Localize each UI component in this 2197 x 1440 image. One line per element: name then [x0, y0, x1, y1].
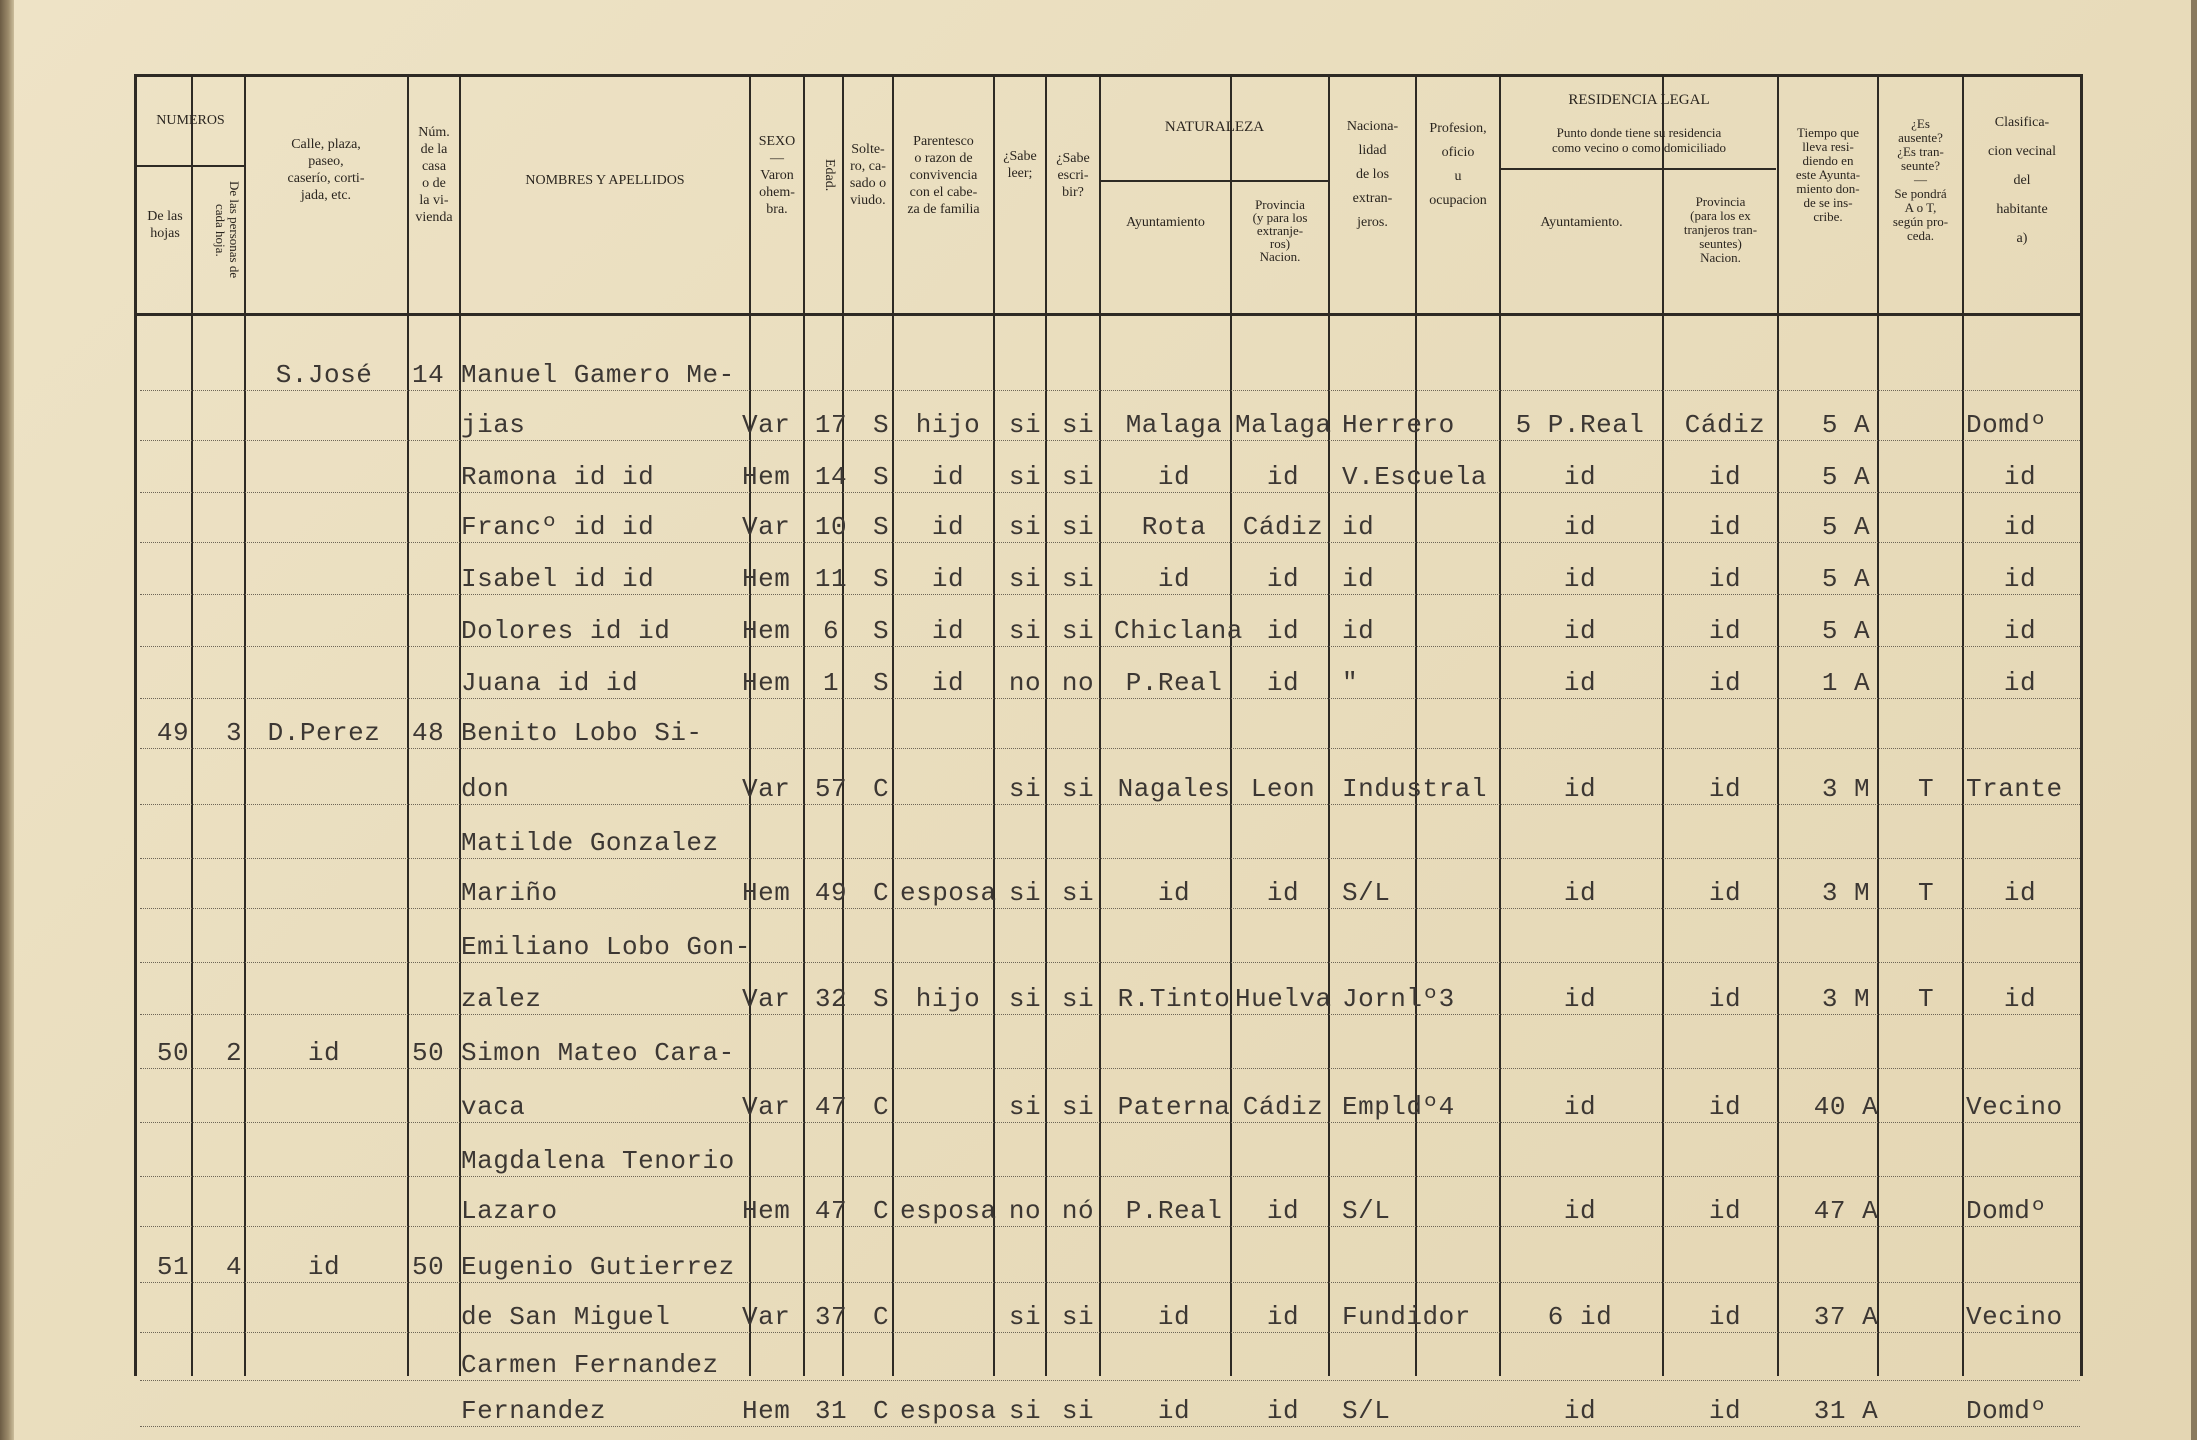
cell-tiempo: 5 A: [1821, 512, 1871, 542]
header-sabe-leer: ¿Sabe leer;: [1003, 149, 1037, 181]
cell-ayto: Paterna: [1117, 1092, 1231, 1122]
cell-ayto: Rota: [1141, 512, 1207, 542]
header-calle: Calle, plaza, paseo, caserío, corti- jada, etc.: [287, 137, 365, 203]
row-rule: [140, 962, 2080, 963]
cell-res_ayto: id: [1563, 462, 1597, 492]
cell-clas: id: [2003, 878, 2037, 908]
header-sexo: SEXO — Varon ohem- bra.: [758, 133, 796, 217]
cell-escribir: nó: [1061, 1196, 1095, 1226]
cell-nombre: jias: [461, 410, 526, 440]
cell-res_ayto: id: [1563, 512, 1597, 542]
header-residencia-ayuntamiento: Ayuntamiento.: [1540, 214, 1623, 230]
cell-clas: Domdº: [1966, 1396, 2047, 1426]
cell-parentesco: id: [931, 616, 965, 646]
cell-prof: Industral: [1342, 774, 1487, 804]
cell-clas: id: [2003, 512, 2037, 542]
cell-prof: Jornlº3: [1342, 984, 1455, 1014]
cell-escribir: no: [1061, 668, 1095, 698]
cell-sexo: Var: [742, 984, 791, 1014]
cell-parentesco: hijo: [915, 984, 981, 1014]
header-residencia-provincia: Provincia (para los ex tranjeros tran- seuntes) Nacion.: [1683, 194, 1758, 265]
cell-sexo: Hem: [742, 1196, 791, 1226]
header-sabe-escribir: ¿Sabe escri- bir?: [1056, 150, 1090, 200]
cell-tiempo: 3 M: [1821, 984, 1871, 1014]
cell-sexo: Hem: [742, 878, 791, 908]
header-de-las-hojas: De las hojas: [147, 209, 183, 241]
header-ausente: ¿Es ausente? ¿Es tran- seunte? — Se pondrá A o T, según pro- ceda.: [1892, 116, 1949, 243]
cell-leer: no: [1008, 1196, 1042, 1226]
cell-sexo: Hem: [742, 1396, 791, 1426]
cell-prof: Fundidor: [1342, 1302, 1471, 1332]
cell-prof: Empldº4: [1342, 1092, 1455, 1122]
cell-prov: id: [1266, 878, 1300, 908]
cell-leer: si: [1008, 878, 1042, 908]
cell-leer: si: [1008, 616, 1042, 646]
cell-ayto: Malaga: [1125, 410, 1223, 440]
cell-prof: ": [1342, 668, 1359, 698]
cell-prov: Cádiz: [1242, 1092, 1324, 1122]
cell-ayto: id: [1157, 564, 1191, 594]
cell-res_prov: id: [1708, 774, 1742, 804]
cell-prov: id: [1266, 616, 1300, 646]
cell-estado: C: [872, 1396, 890, 1426]
header-naturaleza-ayuntamiento: Ayuntamiento: [1126, 214, 1205, 230]
cell-estado: S: [872, 564, 890, 594]
cell-prov: Malaga: [1235, 410, 1332, 440]
col-line: [842, 74, 844, 1376]
cell-nombre: Benito Lobo Si-: [461, 718, 703, 748]
cell-edad: 57: [814, 774, 848, 804]
row-rule: [140, 440, 2080, 441]
cell-sexo: Hem: [742, 564, 791, 594]
cell-num: 50: [412, 1038, 445, 1068]
cell-parentesco: id: [931, 564, 965, 594]
cell-edad: 37: [814, 1302, 848, 1332]
cell-nombre: vaca: [461, 1092, 526, 1122]
cell-ayto: Chiclana: [1114, 616, 1243, 646]
header-residencia-sub: Punto donde tiene su residencia como vecino o como domiciliado: [1551, 125, 1726, 155]
cell-res_prov: id: [1708, 1196, 1742, 1226]
cell-leer: si: [1008, 512, 1042, 542]
cell-prof: S/L: [1342, 878, 1391, 908]
header-edad: Edad.: [822, 158, 837, 192]
cell-nombre: Dolores id id: [461, 616, 671, 646]
cell-edad: 10: [814, 512, 848, 542]
col-line: [1877, 74, 1879, 1376]
cell-res_ayto: id: [1563, 984, 1597, 1014]
row-rule: [140, 1122, 2080, 1123]
col-line: [993, 74, 995, 1376]
cell-ayto: id: [1157, 878, 1191, 908]
cell-prof: S/L: [1342, 1396, 1391, 1426]
cell-edad: 47: [814, 1196, 848, 1226]
cell-res_ayto: id: [1563, 1092, 1597, 1122]
cell-nombre: Francº id id: [461, 512, 655, 542]
cell-estado: S: [872, 984, 890, 1014]
row-rule: [140, 698, 2080, 699]
cell-sexo: Var: [742, 1092, 791, 1122]
cell-res_prov: id: [1708, 462, 1742, 492]
cell-prov: Leon: [1250, 774, 1316, 804]
col-line: [1962, 74, 1964, 1376]
row-rule: [140, 908, 2080, 909]
cell-escribir: si: [1061, 462, 1095, 492]
cell-edad: 32: [814, 984, 848, 1014]
header-profesion: Profesion, oficio u ocupacion: [1429, 121, 1487, 208]
cell-res_ayto: id: [1563, 1396, 1597, 1426]
row-rule: [140, 804, 2080, 805]
cell-ausente: T: [1917, 774, 1935, 804]
cell-ayto: id: [1157, 1302, 1191, 1332]
cell-leer: no: [1008, 668, 1042, 698]
cell-leer: si: [1008, 1092, 1042, 1122]
cell-res_prov: id: [1708, 1396, 1742, 1426]
cell-sexo: Hem: [742, 668, 791, 698]
cell-edad: 17: [814, 410, 848, 440]
cell-parentesco: id: [931, 668, 965, 698]
col-line: [749, 74, 751, 1376]
cell-tiempo: 5 A: [1821, 462, 1871, 492]
cell-prov: id: [1266, 462, 1300, 492]
cell-prof: S/L: [1342, 1196, 1391, 1226]
cell-nombre: Matilde Gonzalez: [461, 828, 719, 858]
row-rule: [140, 646, 2080, 647]
row-rule: [140, 1332, 2080, 1333]
cell-num: 14: [412, 360, 445, 390]
cell-calle: id: [307, 1038, 341, 1068]
cell-res_prov: id: [1708, 1302, 1742, 1332]
cell-estado: S: [872, 462, 890, 492]
col-line: [407, 74, 409, 1376]
col-line: [1328, 74, 1330, 1376]
col-line: [1499, 74, 1501, 1376]
cell-sexo: Var: [742, 774, 791, 804]
cell-prof: Herrero: [1342, 410, 1455, 440]
cell-prof: id: [1342, 564, 1375, 594]
col-line: [134, 74, 137, 1376]
cell-ayto: id: [1157, 1396, 1191, 1426]
row-rule: [140, 390, 2080, 391]
cell-res_prov: Cádiz: [1684, 410, 1766, 440]
header-naturaleza: NATURALEZA: [1164, 118, 1265, 135]
cell-res_ayto: id: [1563, 564, 1597, 594]
cell-ayto: Nagales: [1117, 774, 1231, 804]
cell-estado: S: [872, 512, 890, 542]
cell-res_prov: id: [1708, 668, 1742, 698]
row-rule: [140, 1068, 2080, 1069]
cell-hoja: 50: [156, 1038, 190, 1068]
cell-escribir: si: [1061, 774, 1095, 804]
cell-persona: 4: [225, 1252, 243, 1282]
cell-estado: C: [872, 1302, 890, 1332]
cell-persona: 3: [225, 718, 243, 748]
cell-clas: Domdº: [1966, 410, 2047, 440]
cell-escribir: si: [1061, 1396, 1095, 1426]
cell-clas: id: [2003, 616, 2037, 646]
cell-res_ayto: id: [1563, 616, 1597, 646]
col-line: [1099, 74, 1101, 1376]
cell-prof: id: [1342, 512, 1375, 542]
cell-parentesco: esposa: [900, 1196, 997, 1226]
cell-res_ayto: 5 P.Real: [1515, 410, 1645, 440]
cell-nombre: Juana id id: [461, 668, 639, 698]
col-line: [1415, 74, 1417, 1376]
row-rule: [140, 1282, 2080, 1283]
cell-res_ayto: id: [1563, 774, 1597, 804]
cell-estado: S: [872, 668, 890, 698]
cell-clas: id: [2003, 564, 2037, 594]
cell-res_prov: id: [1708, 616, 1742, 646]
cell-tiempo: 1 A: [1821, 668, 1871, 698]
cell-tiempo: 5 A: [1821, 564, 1871, 594]
cell-nombre: Simon Mateo Cara-: [461, 1038, 735, 1068]
cell-clas: Vecino: [1966, 1302, 2063, 1332]
row-rule: [140, 858, 2080, 859]
header-naturaleza-provincia: Provincia (y para los extranje- ros) Nacion.: [1252, 196, 1308, 264]
cell-res_prov: id: [1708, 878, 1742, 908]
cell-tiempo: 47 A: [1813, 1196, 1879, 1226]
cell-calle: D.Perez: [267, 718, 381, 748]
cell-nombre: Carmen Fernandez: [461, 1350, 719, 1380]
cell-sexo: Hem: [742, 616, 791, 646]
cell-nombre: zalez: [461, 984, 542, 1014]
numeros-subrule: [136, 165, 244, 167]
cell-hoja: 51: [156, 1252, 190, 1282]
header-numeros: NUMEROS: [156, 112, 225, 128]
cell-prov: Huelva: [1235, 984, 1332, 1014]
cell-persona: 2: [225, 1038, 243, 1068]
cell-sexo: Hem: [742, 462, 791, 492]
cell-res_prov: id: [1708, 984, 1742, 1014]
cell-num: 50: [412, 1252, 445, 1282]
cell-tiempo: 5 A: [1821, 616, 1871, 646]
cell-escribir: si: [1061, 878, 1095, 908]
cell-leer: si: [1008, 1302, 1042, 1332]
cell-edad: 6: [822, 616, 840, 646]
cell-estado: C: [872, 1092, 890, 1122]
col-line: [2080, 74, 2083, 1376]
cell-tiempo: 3 M: [1821, 878, 1871, 908]
cell-nombre: don: [461, 774, 510, 804]
cell-hoja: 49: [156, 718, 190, 748]
cell-prov: id: [1266, 1302, 1300, 1332]
row-rule: [140, 1226, 2080, 1227]
cell-calle: id: [307, 1252, 341, 1282]
cell-prof: id: [1342, 616, 1375, 646]
cell-calle: S.José: [275, 360, 373, 390]
cell-tiempo: 37 A: [1813, 1302, 1879, 1332]
cell-res_prov: id: [1708, 1092, 1742, 1122]
header-clasificacion: Clasifica- cion vecinal del habitante a): [1987, 114, 2057, 246]
cell-edad: 11: [814, 564, 848, 594]
cell-sexo: Var: [742, 512, 791, 542]
cell-prov: id: [1266, 668, 1300, 698]
cell-tiempo: 40 A: [1813, 1092, 1879, 1122]
header-de-las-personas: De las personas de cada hoja.: [213, 181, 242, 279]
cell-nombre: Manuel Gamero Me-: [461, 360, 735, 390]
cell-escribir: si: [1061, 564, 1095, 594]
cell-parentesco: id: [931, 462, 965, 492]
cell-parentesco: esposa: [900, 1396, 997, 1426]
cell-escribir: si: [1061, 1092, 1095, 1122]
header-num-casa: Núm. de la casa o de la vi- vienda: [415, 125, 453, 225]
table-top-border: [134, 74, 2082, 77]
row-rule: [140, 1426, 2080, 1427]
cell-ayto: id: [1157, 462, 1191, 492]
cell-escribir: si: [1061, 616, 1095, 646]
cell-nombre: Emiliano Lobo Gon-: [461, 932, 751, 962]
row-rule: [140, 1380, 2080, 1381]
cell-nombre: Magdalena Tenorio: [461, 1146, 735, 1176]
cell-estado: C: [872, 774, 890, 804]
cell-estado: C: [872, 878, 890, 908]
cell-escribir: si: [1061, 1302, 1095, 1332]
cell-leer: si: [1008, 462, 1042, 492]
header-bottom-border: [134, 313, 2082, 316]
cell-res_prov: id: [1708, 564, 1742, 594]
cell-ayto: P.Real: [1125, 668, 1223, 698]
cell-ayto: P.Real: [1125, 1196, 1223, 1226]
cell-ayto: R.Tinto: [1117, 984, 1231, 1014]
cell-leer: si: [1008, 410, 1042, 440]
cell-clas: Domdº: [1966, 1196, 2047, 1226]
cell-nombre: Ramona id id: [461, 462, 655, 492]
cell-leer: si: [1008, 1396, 1042, 1426]
cell-leer: si: [1008, 774, 1042, 804]
row-rule: [140, 1176, 2080, 1177]
residencia-subrule: [1500, 168, 1776, 170]
cell-res_ayto: id: [1563, 1196, 1597, 1226]
row-rule: [140, 748, 2080, 749]
cell-sexo: Var: [742, 410, 791, 440]
cell-edad: 31: [814, 1396, 848, 1426]
cell-leer: si: [1008, 984, 1042, 1014]
header-nacionalidad: Naciona- lidad de los extran- jeros.: [1346, 119, 1399, 230]
row-rule: [140, 492, 2080, 493]
cell-tiempo: 5 A: [1821, 410, 1871, 440]
cell-clas: Vecino: [1966, 1092, 2063, 1122]
cell-escribir: si: [1061, 984, 1095, 1014]
cell-res_ayto: 6 id: [1547, 1302, 1613, 1332]
cell-ausente: T: [1917, 878, 1935, 908]
cell-nombre: Lazaro: [461, 1196, 558, 1226]
cell-num: 48: [412, 718, 445, 748]
cell-leer: si: [1008, 564, 1042, 594]
cell-estado: C: [872, 1196, 890, 1226]
cell-escribir: si: [1061, 512, 1095, 542]
cell-nombre: Fernandez: [461, 1396, 606, 1426]
col-line: [892, 74, 894, 1376]
row-rule: [140, 542, 2080, 543]
col-line: [1777, 74, 1779, 1376]
cell-escribir: si: [1061, 410, 1095, 440]
col-line: [803, 74, 805, 1376]
cell-ausente: T: [1917, 984, 1935, 1014]
header-tiempo: Tiempo que lleva resi- diendo en este Ayunta- miento don- de se ins- cribe.: [1795, 125, 1861, 224]
cell-tiempo: 3 M: [1821, 774, 1871, 804]
cell-parentesco: hijo: [915, 410, 981, 440]
cell-edad: 47: [814, 1092, 848, 1122]
cell-parentesco: id: [931, 512, 965, 542]
header-nombres: NOMBRES Y APELLIDOS: [525, 172, 685, 188]
cell-nombre: de San Miguel: [461, 1302, 671, 1332]
cell-nombre: Isabel id id: [461, 564, 655, 594]
row-rule: [140, 594, 2080, 595]
cell-estado: S: [872, 616, 890, 646]
cell-res_ayto: id: [1563, 668, 1597, 698]
header-parentesco: Parentesco o razon de convivencia con el cabe- za de familia: [907, 133, 980, 217]
cell-edad: 1: [822, 668, 840, 698]
cell-res_prov: id: [1708, 512, 1742, 542]
header-residencia-legal: RESIDENCIA LEGAL: [1568, 91, 1710, 108]
row-rule: [140, 1014, 2080, 1015]
cell-estado: S: [872, 410, 890, 440]
cell-sexo: Var: [742, 1302, 791, 1332]
cell-nombre: Eugenio Gutierrez: [461, 1252, 735, 1282]
cell-res_ayto: id: [1563, 878, 1597, 908]
cell-clas: Trante: [1966, 774, 2063, 804]
cell-clas: id: [2003, 462, 2037, 492]
header-soltero: Solte- ro, ca- sado o viudo.: [849, 142, 887, 208]
cell-edad: 14: [814, 462, 848, 492]
cell-prov: Cádiz: [1242, 512, 1324, 542]
cell-prov: id: [1266, 564, 1300, 594]
cell-tiempo: 31 A: [1813, 1396, 1879, 1426]
cell-prov: id: [1266, 1196, 1300, 1226]
cell-prof: V.Escuela: [1342, 462, 1487, 492]
col-line: [1045, 74, 1047, 1376]
cell-clas: id: [2003, 668, 2037, 698]
cell-prov: id: [1266, 1396, 1300, 1426]
cell-edad: 49: [814, 878, 848, 908]
cell-parentesco: esposa: [900, 878, 997, 908]
cell-nombre: Mariño: [461, 878, 558, 908]
naturaleza-subrule: [1100, 180, 1328, 182]
cell-clas: id: [2003, 984, 2037, 1014]
